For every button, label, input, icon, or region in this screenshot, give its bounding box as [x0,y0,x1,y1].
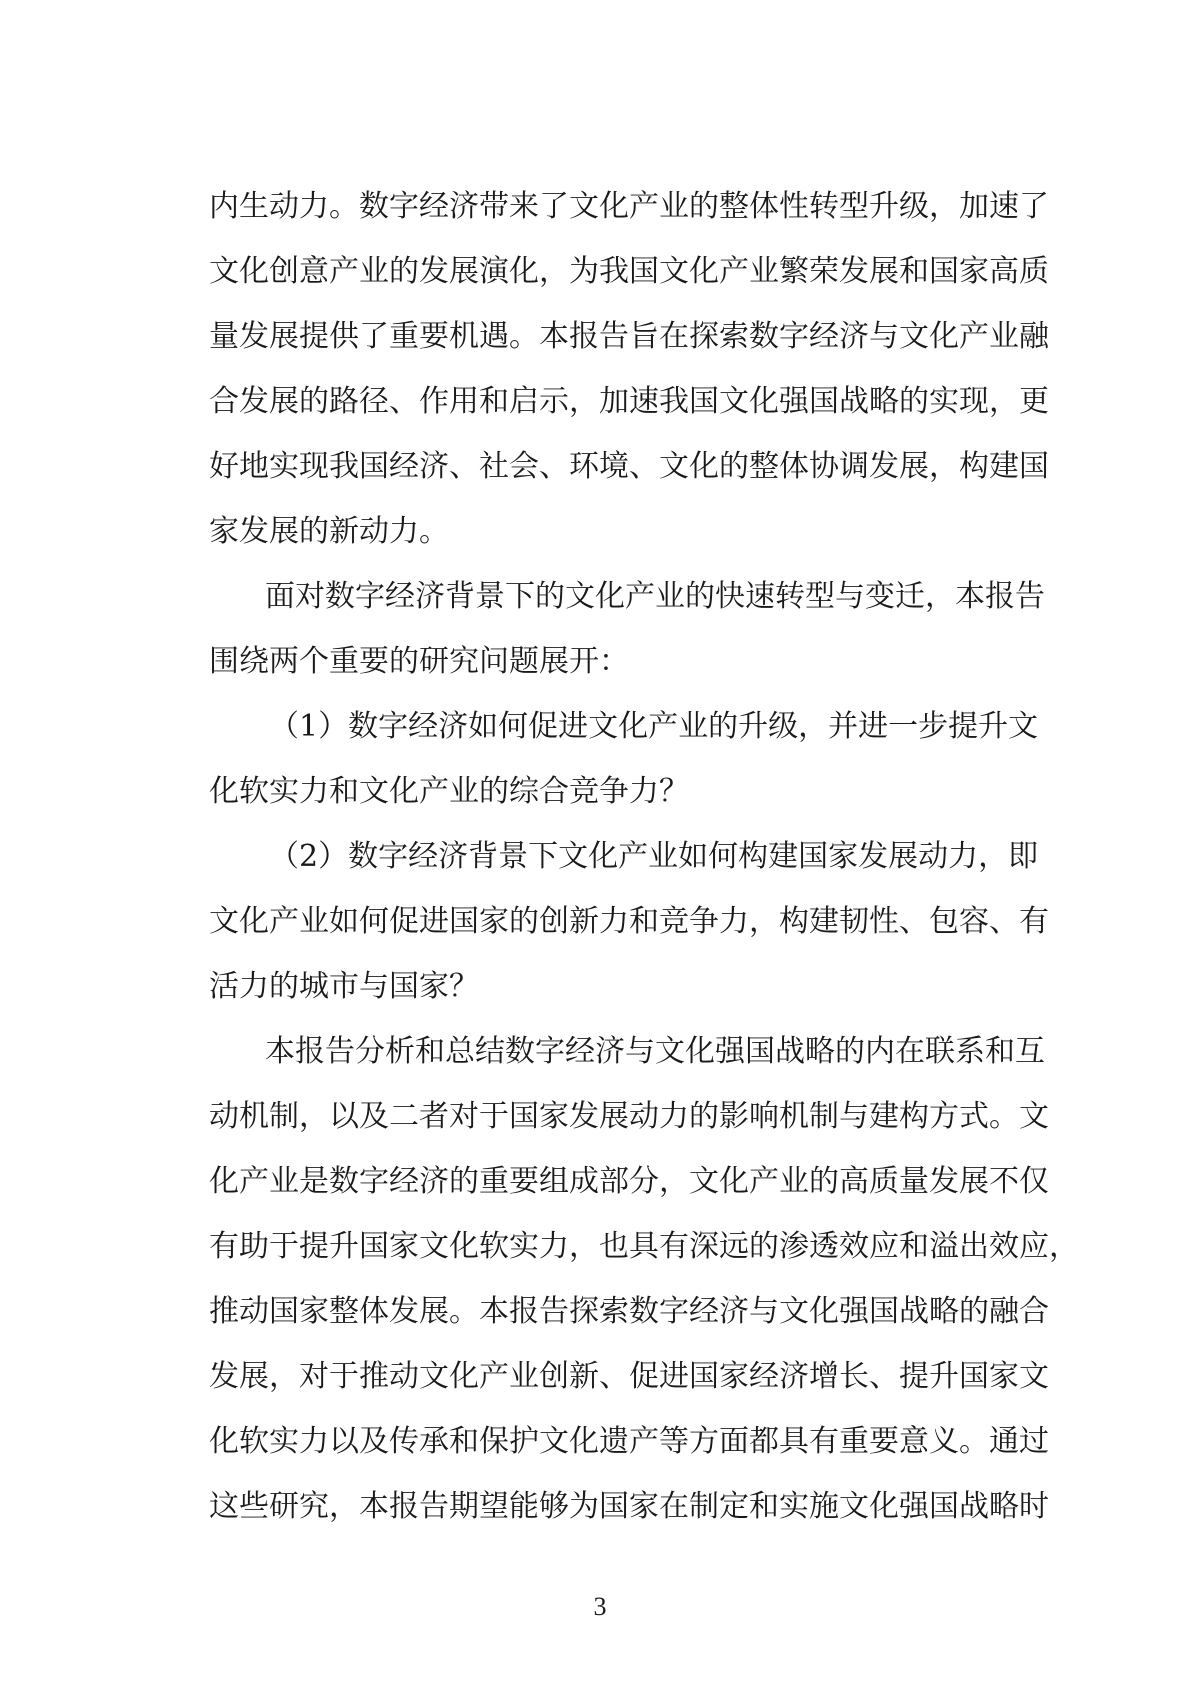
text-line: 有助于提升国家文化软实力，也具有深远的渗透效应和溢出效应， [209,1229,1079,1264]
text-line: 内生动力。数字经济带来了文化产业的整体性转型升级，加速了 [209,189,1049,224]
paragraph [209,564,1045,694]
text-line: 文化产业如何促进国家的创新力和竞争力，构建韧性、包容、有 [209,904,1049,939]
paragraph [209,174,1049,564]
text-line: 量发展提供了重要机遇。本报告旨在探索数字经济与文化产业融 [209,319,1049,354]
text-line: 化软实力以及传承和保护文化遗产等方面都具有重要意义。通过 [209,1424,1049,1459]
paragraph [209,1019,1079,1539]
text-line: 好地实现我国经济、社会、环境、文化的整体协调发展，构建国 [209,449,1049,484]
text-line: 活力的城市与国家？ [209,969,479,1004]
page-number: 3 [593,1592,607,1621]
text-line: （2）数字经济背景下文化产业如何构建国家发展动力，即 [269,839,1039,874]
text-line: 面对数字经济背景下的文化产业的快速转型与变迁，本报告 [265,579,1045,614]
page-body [209,174,1079,1539]
text-line: 这些研究，本报告期望能够为国家在制定和实施文化强国战略时 [209,1489,1049,1524]
text-line: 家发展的新动力。 [209,514,449,549]
text-line: 化产业是数字经济的重要组成部分，文化产业的高质量发展不仅 [209,1164,1049,1199]
question-item [209,694,1039,824]
text-line: 动机制，以及二者对于国家发展动力的影响机制与建构方式。文 [209,1099,1049,1134]
text-line: 发展，对于推动文化产业创新、促进国家经济增长、提升国家文 [209,1359,1049,1394]
question-item [209,824,1049,1019]
text-line: 化软实力和文化产业的综合竞争力？ [209,774,689,809]
text-line: 推动国家整体发展。本报告探索数字经济与文化强国战略的融合 [209,1294,1049,1329]
text-line: 合发展的路径、作用和启示，加速我国文化强国战略的实现，更 [209,384,1049,419]
text-line: 围绕两个重要的研究问题展开： [209,644,629,679]
text-line: （1）数字经济如何促进文化产业的升级，并进一步提升文 [269,709,1039,744]
text-line: 文化创意产业的发展演化，为我国文化产业繁荣发展和国家高质 [209,254,1049,289]
text-line: 本报告分析和总结数字经济与文化强国战略的内在联系和互 [265,1034,1045,1069]
